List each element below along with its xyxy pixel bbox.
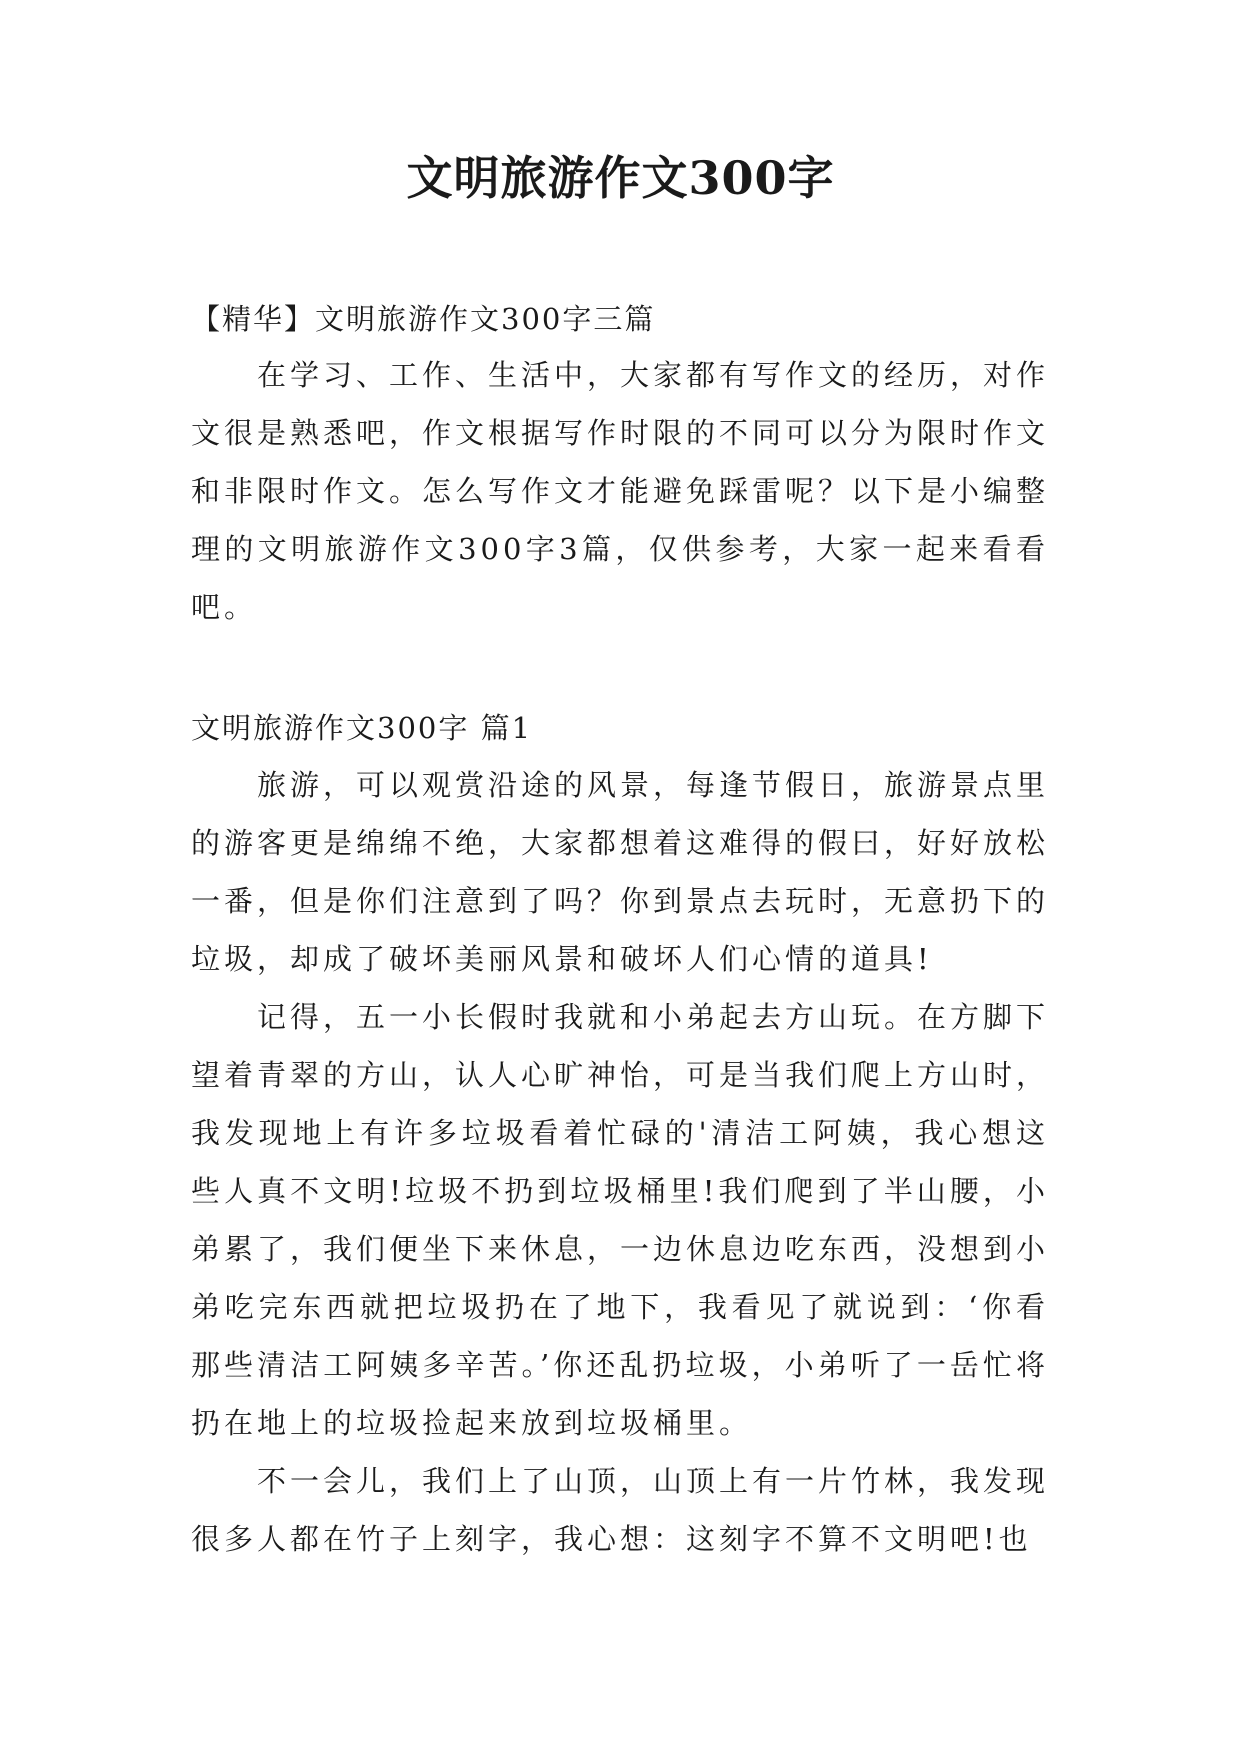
document-title: 文明旅游作文300字 <box>406 151 835 205</box>
section-heading: 文明旅游作文300字 篇1 <box>191 711 533 745</box>
intro-paragraph: 在学习、工作、生活中，大家都有写作文的经历，对作文很是熟悉吧，作文根据写作时限的不同可以分为限时作文和非限时作文。怎么写作文才能避免踩雷呢？以下是小编整理的文明旅游作文300字3篇，仅供参考，大家一起来看看吧。 <box>191 358 1050 624</box>
section-body <box>191 756 1049 1568</box>
section-paragraph: 记得，五一小长假时我就和小弟起去方山玩。在方脚下望着青翠的方山，认人心旷神怡，可是当我们爬上方山时，我发现地上有许多垃圾看着忙碌的'清洁工阿姨，我心想这些人真不文明!垃圾不扔到垃圾桶里!我们爬到了半山腰，小弟累了，我们便坐下来休息，一边休息边吃东西，没想到小弟吃完东西就把垃圾扔在了地下，我看见了就说到：‘你看那些清洁工阿姨多辛苦。’你还乱扔垃圾，小弟听了一岳忙将扔在地上的垃圾捡起来放到垃圾桶里。 <box>191 1000 1050 1440</box>
section-paragraph: 不一会儿，我们上了山顶，山顶上有一片竹林，我发现很多人都在竹子上刻字，我心想：这刻字不算不文明吧!也 <box>191 1464 1050 1556</box>
section-paragraph: 旅游，可以观赏沿途的风景，每逢节假日，旅游景点里的游客更是绵绵不绝，大家都想着这难得的假曰，好好放松一番，但是你们注意到了吗？你到景点去玩时，无意扔下的垃圾，却成了破坏美丽风景和破坏人们心情的道具! <box>191 768 1050 976</box>
document-subtitle: 【精华】文明旅游作文300字三篇 <box>191 302 656 336</box>
